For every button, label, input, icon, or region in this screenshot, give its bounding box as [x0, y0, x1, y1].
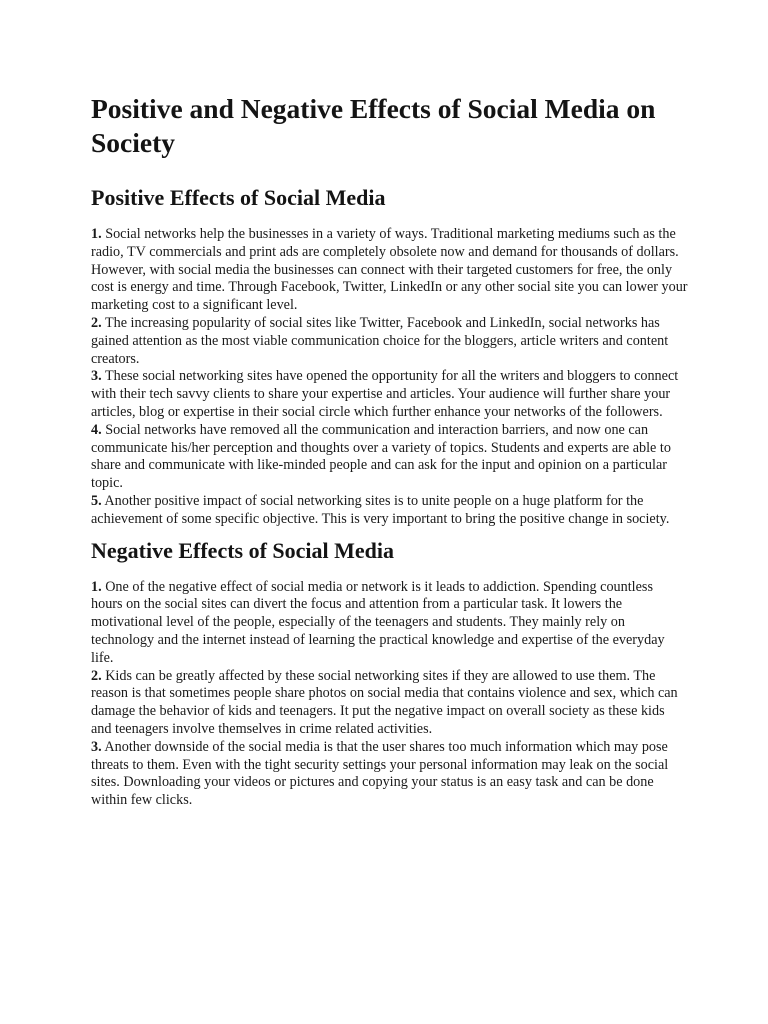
item-text: The increasing popularity of social sites like Twitter, Facebook and LinkedIn, social networks has gained attention as the most viable communication choice for the bloggers, article writers and content creators.	[91, 314, 669, 367]
positive-effects-heading: Positive Effects of Social Media	[91, 185, 386, 210]
positive-item-4	[91, 422, 688, 493]
item-number: 3.	[91, 368, 102, 385]
item-text: These social networking sites have opened the opportunity for all the writers and bloggers to connect with their tech savvy clients to share your expertise and articles. Your audience will further share your articles, blog or expertise in their social circle which further enhance your networks of the followers.	[91, 368, 679, 420]
item-number: 3.	[91, 738, 102, 755]
negative-item-3	[91, 739, 688, 810]
positive-item-3	[91, 368, 688, 421]
item-number: 2.	[91, 314, 102, 331]
item-text: Another positive impact of social networking sites is to unite people on a huge platform for the achievement of some specific objective. This is very important to bring the positive change in society.	[91, 492, 670, 527]
item-number: 5.	[91, 492, 102, 509]
item-text: Social networks have removed all the communication and interaction barriers, and now one can communicate his/her perception and thoughts over a variety of topics. Students and experts are able to share and communicate with like-minded people and can ask for the input and opinion on a particular topic.	[91, 421, 671, 492]
negative-item-2	[91, 668, 688, 739]
item-number: 4.	[91, 421, 102, 438]
item-text: Social networks help the businesses in a variety of ways. Traditional marketing mediums such as the radio, TV commercials and print ads are completely obsolete now and demand for thousands of dollars. However, with social media the businesses can connect with their targeted customers for free, the only cost is energy and time. Through Facebook, Twitter, LinkedIn or any other social site you can lower your marketing cost to a significant level.	[91, 226, 688, 314]
item-number: 2.	[91, 667, 102, 684]
positive-item-1	[91, 226, 688, 315]
negative-effects-list	[91, 579, 688, 810]
positive-item-5	[91, 493, 688, 529]
positive-effects-list	[91, 226, 688, 529]
item-number: 1.	[91, 578, 102, 595]
item-number: 1.	[91, 226, 102, 242]
positive-item-2	[91, 315, 688, 368]
item-text: One of the negative effect of social media or network is it leads to addiction. Spending countless hours on the social sites can divert the focus and attention from a particular task. It lowers the motivational level of the people, especially of the teenagers and students. They mainly rely on technology and the internet instead of learning the practical knowledge and expertise of the everyday life.	[91, 578, 665, 666]
document-title: Positive and Negative Effects of Social Media on Society	[91, 93, 656, 158]
negative-item-1	[91, 579, 688, 668]
negative-effects-heading: Negative Effects of Social Media	[91, 537, 395, 563]
item-text: Another downside of the social media is that the user shares too much information which may pose threats to them. Even with the tight security settings your personal information may leak on the social sites. Downloading your videos or pictures and copying your status is an easy task and can be done within few clicks.	[91, 738, 669, 809]
item-text: Kids can be greatly affected by these social networking sites if they are allowed to use them. The reason is that sometimes people share photos on social media that contains violence and sex, which can damage the behavior of kids and teenagers. It put the negative impact on overall society as these kids and teenagers involve themselves in crime related activities.	[91, 667, 678, 737]
